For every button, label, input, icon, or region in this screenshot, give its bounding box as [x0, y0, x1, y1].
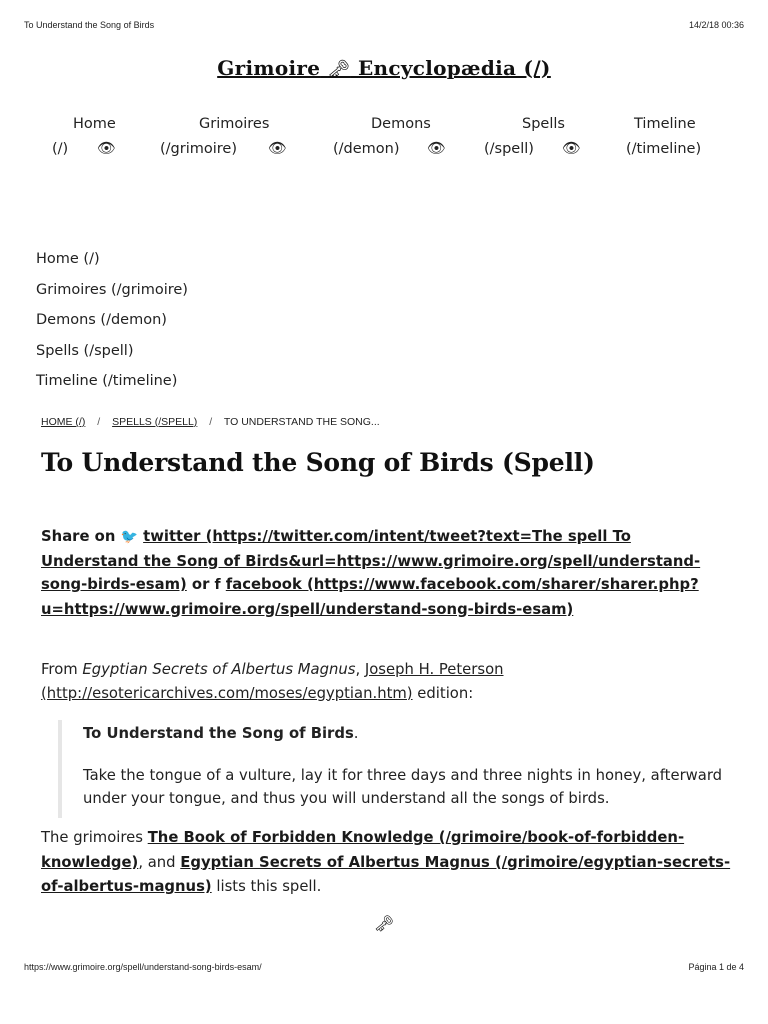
site-title — [0, 56, 768, 80]
source-from: From — [41, 661, 78, 678]
top-navigation — [0, 116, 768, 166]
grimoires-line — [41, 826, 731, 900]
page-title: To Understand the Song of Birds (Spell) — [41, 448, 595, 477]
site-subtitle-text: Encyclopædia (/) — [357, 56, 551, 80]
nav-timeline-label[interactable]: Timeline — [634, 116, 696, 132]
side-nav-timeline[interactable]: Timeline (/timeline) — [36, 373, 178, 389]
quote-title — [83, 720, 733, 746]
print-header — [24, 20, 744, 30]
facebook-icon: f — [214, 577, 221, 593]
key-icon: 🗝 — [327, 59, 351, 80]
breadcrumb-spells[interactable]: SPELLS (/SPELL) — [112, 416, 198, 428]
grimoires-and: , and — [138, 853, 176, 871]
nav-home-path[interactable]: (/) — [52, 141, 69, 157]
side-nav-grimoires[interactable]: Grimoires (/grimoire) — [36, 281, 188, 298]
print-footer — [24, 962, 744, 972]
eye-icon: 👁 — [562, 139, 582, 157]
nav-spells-path[interactable]: (/spell) — [484, 141, 534, 157]
share-prefix: Share on — [41, 528, 116, 545]
nav-grimoires-path[interactable]: (/grimoire) — [160, 141, 237, 157]
side-nav-spells[interactable]: Spells (/spell) — [36, 342, 134, 359]
source-author-link[interactable]: Joseph H. Peterson (http://esotericarchives.com/moses/egyptian.htm) — [41, 661, 504, 702]
share-section — [41, 525, 721, 621]
twitter-share-link[interactable]: twitter (https://twitter.com/intent/tweet?text=The spell To Understand the Song of Birds&url=https://www.grimoire.org/spell/understand-song-birds-esam) — [41, 528, 701, 593]
breadcrumb-home[interactable]: HOME (/) — [41, 416, 86, 428]
twitter-icon: 🐦 — [120, 529, 138, 545]
site-home-link[interactable] — [217, 56, 550, 80]
side-nav-home[interactable]: Home (/) — [36, 251, 100, 267]
grimoires-suffix: lists this spell. — [216, 878, 322, 895]
eye-icon: 👁 — [268, 139, 288, 157]
eye-icon: 👁 — [97, 139, 117, 157]
breadcrumb — [41, 416, 380, 428]
breadcrumb-separator: / — [209, 416, 213, 428]
side-navigation — [36, 244, 188, 397]
print-footer-page: Página 1 de 4 — [688, 962, 744, 972]
site-title-text: Grimoire — [217, 56, 321, 80]
nav-demons-path[interactable]: (/demon) — [333, 141, 400, 157]
breadcrumb-separator: / — [97, 416, 101, 428]
grimoire-link-egyptian-secrets[interactable]: Egyptian Secrets of Albertus Magnus (/grimoire/egyptian-secrets-of-albertus-magnus) — [41, 853, 731, 895]
nav-timeline-path[interactable]: (/timeline) — [626, 141, 702, 157]
print-header-title: To Understand the Song of Birds — [24, 20, 155, 30]
eye-icon: 👁 — [427, 139, 447, 157]
source-book: Egyptian Secrets of Albertus Magnus — [82, 661, 356, 678]
spell-quote — [58, 720, 733, 818]
print-footer-url: https://www.grimoire.org/spell/understand-song-birds-esam/ — [24, 962, 262, 972]
source-line — [41, 658, 721, 705]
side-nav-demons[interactable]: Demons (/demon) — [36, 312, 167, 328]
nav-home-label[interactable]: Home — [73, 116, 116, 132]
nav-spells-label[interactable]: Spells — [522, 116, 565, 132]
breadcrumb-current: TO UNDERSTAND THE SONG... — [223, 416, 380, 428]
key-icon: 🗝 — [374, 914, 395, 933]
quote-title-text: To Understand the Song of Birds — [83, 725, 354, 742]
grimoires-prefix: The grimoires — [41, 829, 143, 846]
source-suffix: edition: — [417, 684, 474, 702]
grimoire-link-forbidden-knowledge[interactable]: The Book of Forbidden Knowledge (/grimoire/book-of-forbidden-knowledge) — [41, 829, 685, 871]
share-or: or — [191, 576, 210, 593]
quote-title-period: . — [353, 725, 359, 742]
print-header-datetime: 14/2/18 00:36 — [688, 20, 744, 30]
facebook-share-link[interactable]: facebook (https://www.facebook.com/sharer/sharer.php?u=https://www.grimoire.org/spell/understand-song-birds-esam) — [41, 576, 699, 618]
nav-grimoires-label[interactable]: Grimoires — [199, 116, 270, 132]
source-comma: , — [355, 661, 361, 678]
quote-body: Take the tongue of a vulture, lay it for three days and three nights in honey, afterward under your tongue, and thus you will understand all the songs of birds. — [83, 766, 723, 807]
nav-demons-label[interactable]: Demons — [371, 116, 431, 132]
